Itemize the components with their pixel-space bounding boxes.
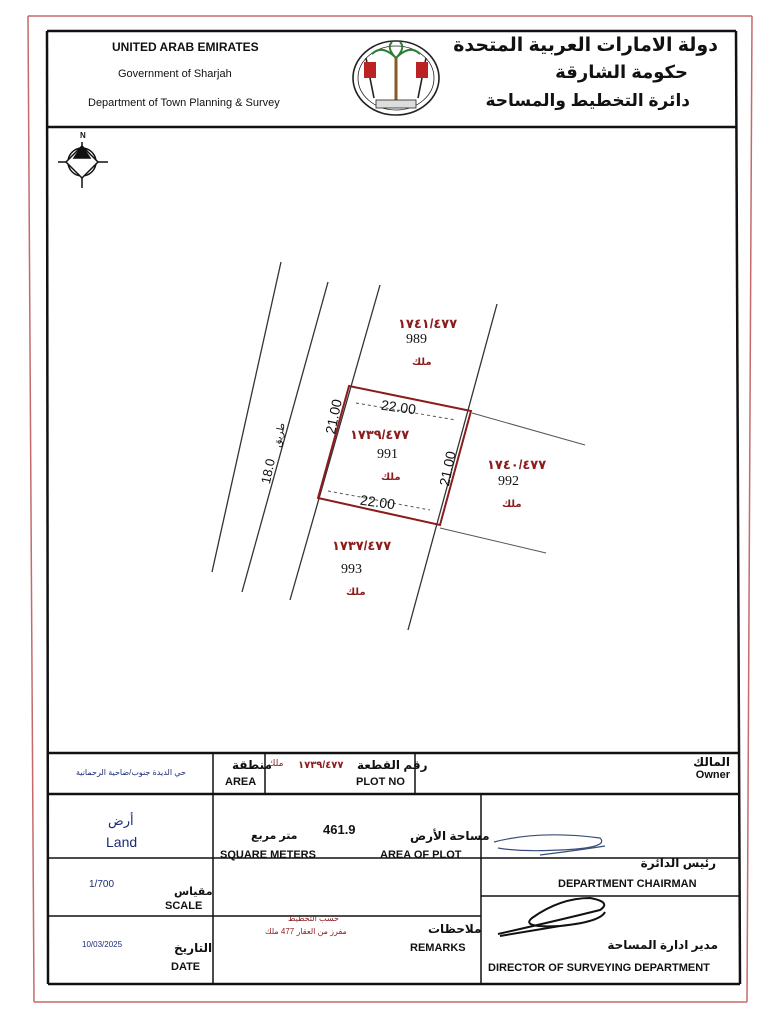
chairman-label-en: DEPARTMENT CHAIRMAN xyxy=(558,878,697,890)
date-label-en: DATE xyxy=(171,961,201,973)
plot-991-type: ملك xyxy=(381,472,401,483)
department-name-ar: دائرة التخطيط والمساحة xyxy=(485,91,690,110)
area-label-en: AREA xyxy=(225,776,257,788)
date-value: 10/03/2025 xyxy=(82,940,123,949)
plot-992-number: 992 xyxy=(498,474,519,489)
road-width: 18.0 xyxy=(258,457,278,486)
plot-989-type: ملك xyxy=(412,357,432,368)
government-name-en: Government of Sharjah xyxy=(118,68,232,80)
area-of-plot-value: 461.9 xyxy=(323,822,356,837)
remarks-label-ar: ملاحظات xyxy=(428,922,482,936)
area-label-ar: منطقة xyxy=(232,758,272,772)
country-name-ar: دولة الامارات العربية المتحدة xyxy=(453,35,718,56)
plot-989-ref: ١٧٤١/٤٧٧ xyxy=(398,316,458,331)
area-value: حي الديدة جنوب/ضاحية الرحمانية xyxy=(76,768,186,777)
road-label: طريق xyxy=(272,421,288,449)
department-name-en: Department of Town Planning & Survey xyxy=(88,97,280,109)
chairman-label-ar: رئيس الدائرة xyxy=(640,856,716,870)
plot-991-ref: ١٧٣٩/٤٧٧ xyxy=(350,427,410,442)
owner-label-ar: المالك xyxy=(693,755,730,769)
plot-no-value: ١٧٣٩/٤٧٧ xyxy=(298,760,344,771)
plot-no-type: ملك xyxy=(268,758,284,768)
sharjah-emblem-icon xyxy=(353,41,439,115)
director-label-en: DIRECTOR OF SURVEYING DEPARTMENT xyxy=(488,962,710,974)
unit-label-en: SQUARE METERS xyxy=(220,849,316,861)
plot-993-type: ملك xyxy=(346,587,366,598)
director-signature xyxy=(498,898,605,936)
dimension-left: 21.00 xyxy=(322,397,345,436)
government-name-ar: حكومة الشارقة xyxy=(555,62,688,82)
remarks-label-en: REMARKS xyxy=(410,942,466,954)
date-label-ar: التاريخ xyxy=(174,941,213,955)
unit-label-ar: متر مربع xyxy=(251,830,298,842)
plot-no-label-ar: رقم القطعة xyxy=(357,758,428,772)
north-label: N xyxy=(80,131,86,140)
chairman-signature xyxy=(494,835,605,855)
director-label-ar: مدير ادارة المساحة xyxy=(607,938,718,952)
dimension-bottom: 22.00 xyxy=(359,491,396,513)
north-arrow-icon xyxy=(58,142,108,188)
plot-993-ref: ١٧٣٧/٤٧٧ xyxy=(332,538,392,553)
area-of-plot-label-en: AREA OF PLOT xyxy=(380,849,462,861)
land-use-ar: أرض xyxy=(108,813,134,828)
dimension-right: 21.00 xyxy=(436,449,459,488)
land-use-en: Land xyxy=(106,834,138,850)
plot-993-number: 993 xyxy=(341,562,362,577)
scale-value: 1/700 xyxy=(89,879,115,890)
area-of-plot-label-ar: مساحة الأرض xyxy=(410,829,490,843)
owner-label-en: Owner xyxy=(695,769,730,781)
country-name-en: UNITED ARAB EMIRATES xyxy=(112,40,259,54)
remarks-line-2: مفرز من العقار 477 ملك xyxy=(265,927,347,936)
remarks-line-1: حسب التخطيط xyxy=(288,914,339,923)
scale-label-en: SCALE xyxy=(165,900,203,912)
plot-991-number: 991 xyxy=(377,447,398,462)
scale-label-ar: مقياس xyxy=(174,886,213,898)
plot-no-label-en: PLOT NO xyxy=(356,776,405,788)
plot-992-ref: ١٧٤٠/٤٧٧ xyxy=(487,457,547,472)
plot-992-type: ملك xyxy=(502,499,522,510)
plot-989-number: 989 xyxy=(406,332,427,347)
dimension-top: 22.00 xyxy=(380,396,417,418)
